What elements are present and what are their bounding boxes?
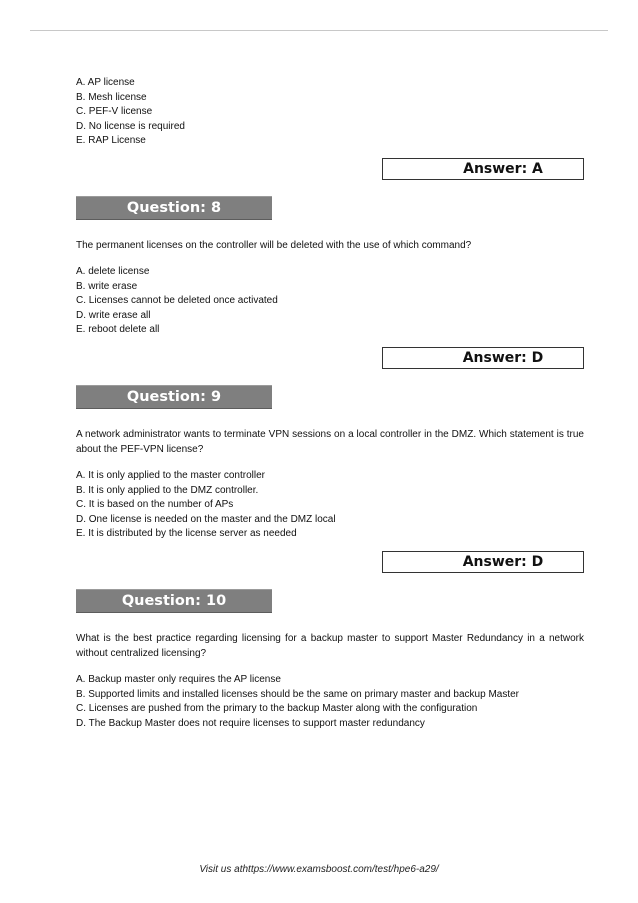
q8-option-a: A. delete license xyxy=(76,265,150,277)
q10-text: What is the best practice regarding licensing for a backup master to support Master Redundancy in a network without centralized licensing? xyxy=(76,632,584,659)
exam-content xyxy=(76,76,584,731)
q8-header: Question: 8 xyxy=(76,196,272,220)
q10-option-d: D. The Backup Master does not require licenses to support master redundancy xyxy=(76,717,425,729)
q9-options xyxy=(76,469,584,542)
q8-answer-row xyxy=(76,347,584,372)
q7-option-c: C. PEF-V license xyxy=(76,106,153,118)
q7-option-b: B. Mesh license xyxy=(76,91,147,103)
q10-option-a: A. Backup master only requires the AP license xyxy=(76,673,281,685)
q10-header: Question: 10 xyxy=(76,589,272,613)
q8-answer-box: Answer: D xyxy=(382,347,584,369)
q9-answer-box: Answer: D xyxy=(382,551,584,573)
q9-header: Question: 9 xyxy=(76,385,272,409)
q10-option-c: C. Licenses are pushed from the primary to the backup Master along with the configuration xyxy=(76,703,478,715)
q7-option-a: A. AP license xyxy=(76,77,135,88)
q7-answer-row xyxy=(76,158,584,183)
q10-option-b: B. Supported limits and installed licenses should be the same on primary master and backup Master xyxy=(76,688,520,700)
q7-answer-box: Answer: A xyxy=(382,158,584,180)
q9-option-d: D. One license is needed on the master and the DMZ local xyxy=(76,513,336,525)
q8-option-e: E. reboot delete all xyxy=(76,324,160,336)
q9-text: A network administrator wants to terminate VPN sessions on a local controller in the DMZ. Which statement is true about the PEF-VPN license? xyxy=(76,428,584,455)
header-rule xyxy=(30,30,608,31)
q7-options xyxy=(76,76,584,149)
q9-option-e: E. It is distributed by the license server as needed xyxy=(76,528,297,540)
q7-option-e: E. RAP License xyxy=(76,135,146,147)
q9-option-a: A. It is only applied to the master controller xyxy=(76,469,265,481)
q7-option-d: D. No license is required xyxy=(76,120,185,132)
q8-option-b: B. write erase xyxy=(76,280,138,292)
q10-options xyxy=(76,673,584,731)
q8-option-d: D. write erase all xyxy=(76,309,151,321)
q8-options xyxy=(76,265,584,338)
footer-link-text: Visit us athttps://www.examsboost.com/test/hpe6-a29/ xyxy=(199,864,439,875)
q8-text: The permanent licenses on the controller will be deleted with the use of which command? xyxy=(76,239,472,251)
q9-option-b: B. It is only applied to the DMZ controller. xyxy=(76,484,259,496)
q9-option-c: C. It is based on the number of APs xyxy=(76,499,234,511)
q9-answer-row xyxy=(76,551,584,576)
q8-option-c: C. Licenses cannot be deleted once activated xyxy=(76,295,278,307)
